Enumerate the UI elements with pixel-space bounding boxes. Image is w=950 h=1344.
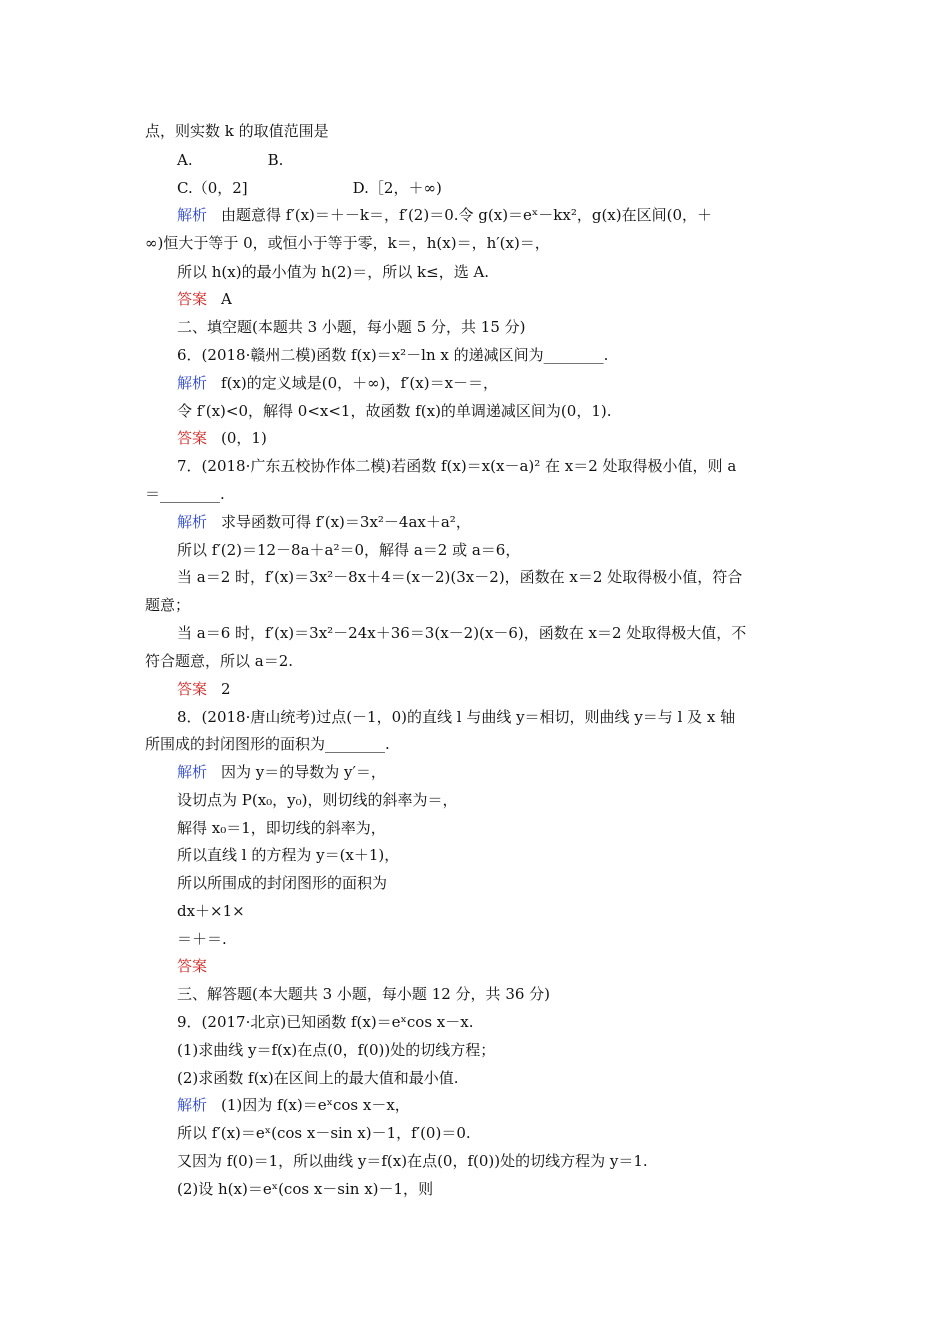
text-line: (2)求函数 f(x)在区间上的最大值和最小值. [177, 1069, 459, 1087]
solution-text: f(x)的定义域是(0，＋∞)，f′(x)＝x－＝， [221, 374, 499, 392]
solution-line [177, 1095, 410, 1115]
answer-line [177, 679, 231, 699]
text-line: 所围成的封闭图形的面积为________. [145, 735, 390, 753]
question-line: 6．(2018·赣州二模)函数 f(x)＝x²－ln x 的递减区间为________. [177, 346, 609, 364]
text-line: 点，则实数 k 的取值范围是 [145, 122, 329, 140]
solution-text: 由题意得 f′(x)＝＋－k＝，f′(2)＝0.令 g(x)＝eˣ－kx²，g(x)在区间(0，＋ [221, 206, 713, 224]
text-line: 设切点为 P(x₀，y₀)，则切线的斜率为＝， [177, 791, 458, 809]
answer-line [177, 289, 232, 309]
solution-line [177, 373, 498, 393]
answer-label: 答案 [177, 429, 208, 447]
solution-label: 解析 [177, 374, 208, 392]
solution-label: 解析 [177, 206, 208, 224]
answer-label: 答案 [177, 680, 208, 698]
solution-label: 解析 [177, 513, 208, 531]
answer-text: (0，1) [221, 429, 267, 447]
text-line: 所以 f′(x)＝eˣ(cos x－sin x)－1，f′(0)＝0. [177, 1124, 471, 1142]
text-line: ＝________. [145, 485, 225, 503]
section-heading: 二、填空题(本题共 3 小题，每小题 5 分，共 15 分) [177, 318, 526, 336]
text-line: ∞)恒大于等于 0，或恒小于等于零，k＝，h(x)＝，h′(x)＝， [145, 234, 550, 252]
text-line: 当 a＝2 时，f′(x)＝3x²－8x＋4＝(x－2)(3x－2)，函数在 x＝2 处取得极小值，符合 [177, 568, 743, 586]
text-line: 所以所围成的封闭图形的面积为 [177, 874, 388, 892]
solution-line [177, 205, 712, 225]
text-line: 当 a＝6 时，f′(x)＝3x²－24x＋36＝3(x－2)(x－6)，函数在 x＝2 处取得极大值，不 [177, 624, 747, 642]
text-line: 又因为 f(0)＝1，所以曲线 y＝f(x)在点(0，f(0))处的切线方程为 y＝1. [177, 1152, 648, 1170]
text-line: dx＋×1× [177, 902, 245, 920]
answer-text: A [221, 290, 232, 308]
solution-text: (1)因为 f(x)＝eˣcos x－x， [221, 1096, 410, 1114]
text-line: 令 f′(x)<0，解得 0<x<1，故函数 f(x)的单调递减区间为(0，1). [177, 402, 612, 420]
question-line: 8．(2018·唐山统考)过点(－1，0)的直线 l 与曲线 y＝相切，则曲线 y＝与 l 及 x 轴 [177, 708, 736, 726]
answer-line [177, 956, 221, 976]
option-line: C.（0，2] D.［2，＋∞) [177, 179, 442, 197]
section-heading: 三、解答题(本大题共 3 小题，每小题 12 分，共 36 分) [177, 985, 551, 1003]
text-line: 题意； [145, 596, 191, 614]
answer-line [177, 428, 267, 448]
text-line: ＝＋＝. [177, 930, 227, 948]
text-line: 所以直线 l 的方程为 y＝(x＋1)， [177, 846, 400, 864]
solution-label: 解析 [177, 763, 208, 781]
text-line: 符合题意，所以 a＝2. [145, 652, 294, 670]
text-line: 所以 f′(2)＝12－8a＋a²＝0，解得 a＝2 或 a＝6， [177, 541, 521, 559]
solution-line [177, 762, 386, 782]
text-line: 解得 x₀＝1，即切线的斜率为， [177, 819, 386, 837]
solution-text: 求导函数可得 f′(x)＝3x²－4ax＋a²， [221, 513, 471, 531]
question-line: 7．(2018·广东五校协作体二模)若函数 f(x)＝x(x－a)² 在 x＝2 处取得极小值，则 a [177, 457, 737, 475]
question-line: 9．(2017·北京)已知函数 f(x)＝eˣcos x－x. [177, 1013, 474, 1031]
text-line: (2)设 h(x)＝eˣ(cos x－sin x)－1，则 [177, 1180, 434, 1198]
solution-line [177, 512, 471, 532]
solution-label: 解析 [177, 1096, 208, 1114]
option-line: A. B. [177, 151, 284, 169]
text-line: (1)求曲线 y＝f(x)在点(0，f(0))处的切线方程； [177, 1041, 496, 1059]
answer-label: 答案 [177, 957, 208, 975]
solution-text: 因为 y＝的导数为 y′＝， [221, 763, 386, 781]
text-line: 所以 h(x)的最小值为 h(2)＝，所以 k≤，选 A. [177, 263, 490, 281]
answer-text: 2 [221, 680, 231, 698]
answer-label: 答案 [177, 290, 208, 308]
